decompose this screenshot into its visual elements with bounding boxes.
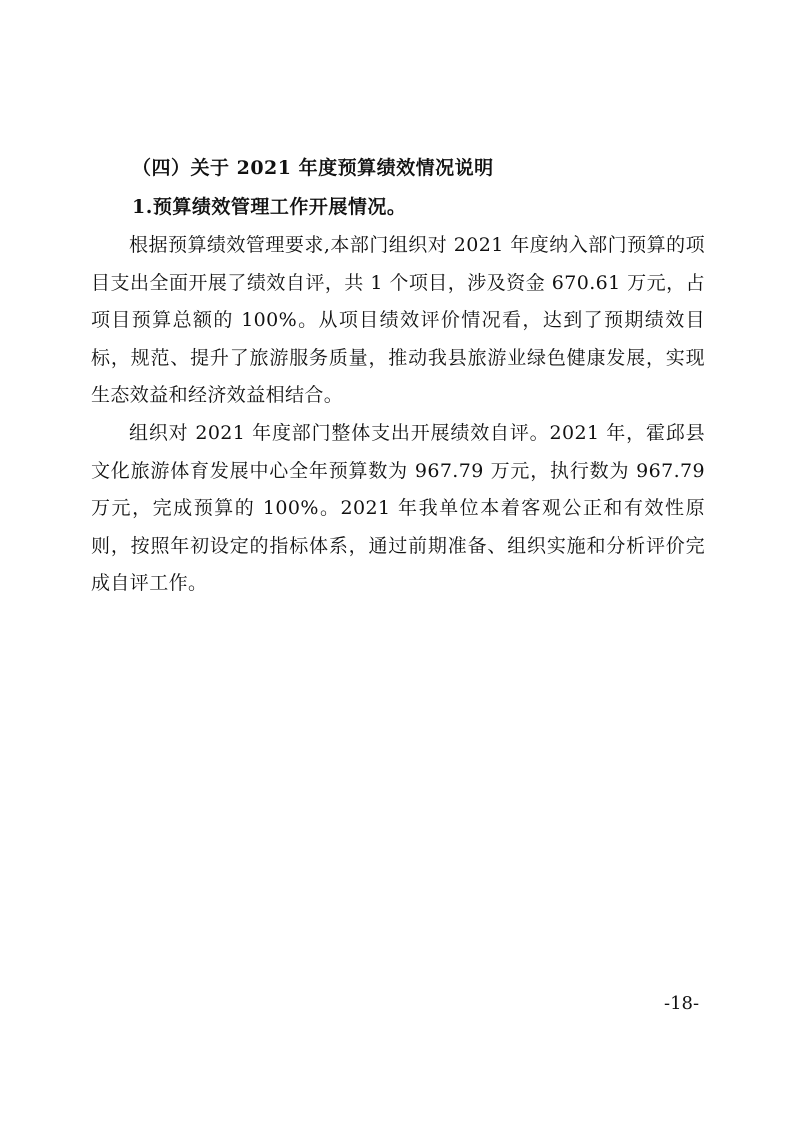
- subheading: 1.预算绩效管理工作开展情况。: [132, 196, 407, 218]
- page-number: -18-: [664, 993, 700, 1014]
- body-paragraph: 根据预算绩效管理要求,本部门组织对 2021 年度纳入部门预算的项目支出全面开展了绩效自评，共 1 个项目，涉及资金 670.61 万元，占项目预算总额的 100%。从项目绩效评价情况看，达到了预期绩效目标，规范、提升了旅游服务质量，推动我县旅游业绿色健康发展，实现生态效益和经济效益相结合。: [91, 234, 705, 406]
- section-heading: （四）关于 2021 年度预算绩效情况说明: [132, 157, 494, 179]
- body-paragraph: 组织对 2021 年度部门整体支出开展绩效自评。2021 年，霍邱县文化旅游体育发展中心全年预算数为 967.79 万元，执行数为 967.79 万元，完成预算的 100%。2021 年我单位本着客观公正和有效性原则，按照年初设定的指标体系，通过前期准备、组织实施和分析评价完成自评工作。: [91, 422, 705, 594]
